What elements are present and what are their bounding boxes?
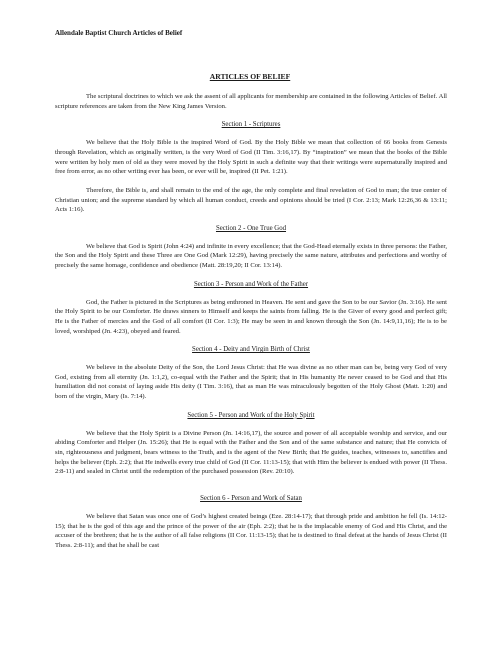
section-5-paragraph-1: We believe that the Holy Spirit is a Divine Person (Jn. 14:16,17), the source and power of all acceptable worship and service, and our abiding Comforter and Helper (Jn. 15:26); that He is equal with the Father and the Son and of the same substance and nature; that He convicts of sin, righteousness and judgment, bears witness to the Truth, and is the agent of the New Birth; that He guides, teaches, witnesses to, sanctifies and helps the believer (Eph. 2:2); that He indwells every true child of God (II Cor. 11:13-15); that with Him the believer is endued with power (II Thess. 2:8-11) and sealed in Christ until the redemption of the purchased possession (Rev. 20:10). [55,429,447,476]
section-heading-1: Section 1 - Scriptures [221,121,281,129]
section-heading-2: Section 2 - One True God [215,225,287,233]
section-2-paragraph-1: We believe that God is Spirit (John 4:24) and infinite in every excellence; that the God-Head eternally exists in three persons: the Father, the Son and the Holy Spirit and these Three are One God (Mark 12:29), having precisely the same nature, attributes and perfections and worthy of precisely the same homage, confidence and obedience (Matt. 28:19,20; II Cor. 13:14). [55,242,447,270]
section-6-paragraph-1: We believe that Satan was once one of God’s highest created beings (Eze. 28:14-17); that through pride and ambition he fell (Is. 14:12-15); that he is the god of this age and the prince of the power of the air (Eph. 2:2); that he is the implacable enemy of God and His Christ, and the accuser of the brethren; that he is the author of all false religions (II Cor. 11:13-15); that he is destined to final defeat at the hands of Jesus Christ (II Thess. 2:8-11); and that he shall be cast [55,512,447,549]
section-1-paragraph-1: We believe that the Holy Bible is the inspired Word of God. By the Holy Bible we mean that collection of 66 books from Genesis through Revelation, which as originally written, is the very Word of God (II Tim. 3:16,17). By “inspiration” we mean that the books of the Bible were written by holy men of old as they were moved by the Holy Spirit in such a definite way that their writings were supernaturally inspired and free from error, as no other writing ever has been, or ever will be, inspired (II Pet. 1:21). [55,139,447,176]
section-3-paragraph-1: God, the Father is pictured in the Scriptures as being enthroned in Heaven. He sent and gave the Son to be our Savior (Jn. 3:16). He sent the Holy Spirit to be our Comforter. He draws sinners to Himself and keeps the saints from falling. He is the Giver of every good and perfect gift; He is the Father of mercies and the God of all comfort (II Cor. 1:3); He may be seen in and known through the Son (Jn. 14:9,11,16); He is to be loved, worshiped (Jn. 4:23), obeyed and feared. [55,298,447,335]
section-1-paragraph-2: Therefore, the Bible is, and shall remain to the end of the age, the only complete and final revelation of God to man; the true center of Christian union; and the supreme standard by which all human conduct, creeds and opinions should be tried (I Cor. 2:13; Mark 12:26,36 & 13:11; Acts 1:16). [55,186,447,214]
section-4-paragraph-1: We believe in the absolute Deity of the Son, the Lord Jesus Christ: that He was divine as no other man can be, being very God of very God, existing from all eternity (Jn. 1:1,2), co-equal with the Father and the Spirit; that in His humanity He never ceased to be God and that His humiliation did not consist of laying aside His deity (I Tim. 3:16), that as man He was miraculously begotten of the Holy Ghost (Matt. 1:20) and born of the virgin, Mary (Is. 7:14). [55,364,447,401]
section-heading-5: Section 5 - Person and Work of the Holy Spirit [187,411,315,419]
page-header: Allendale Baptist Church Articles of Belief [55,29,183,37]
section-heading-4: Section 4 - Deity and Virgin Birth of Christ [192,346,310,354]
document-body [55,92,447,551]
section-heading-6: Section 6 - Person and Work of Satan [200,495,302,503]
intro-paragraph: The scriptural doctrines to which we ask the assent of all applicants for membership are contained in the following Articles of Belief. All scripture references are taken from the New King James Version. [55,93,447,110]
section-heading-3: Section 3 - Person and Work of the Father [193,280,309,288]
document-title: ARTICLES OF BELIEF [209,72,291,81]
